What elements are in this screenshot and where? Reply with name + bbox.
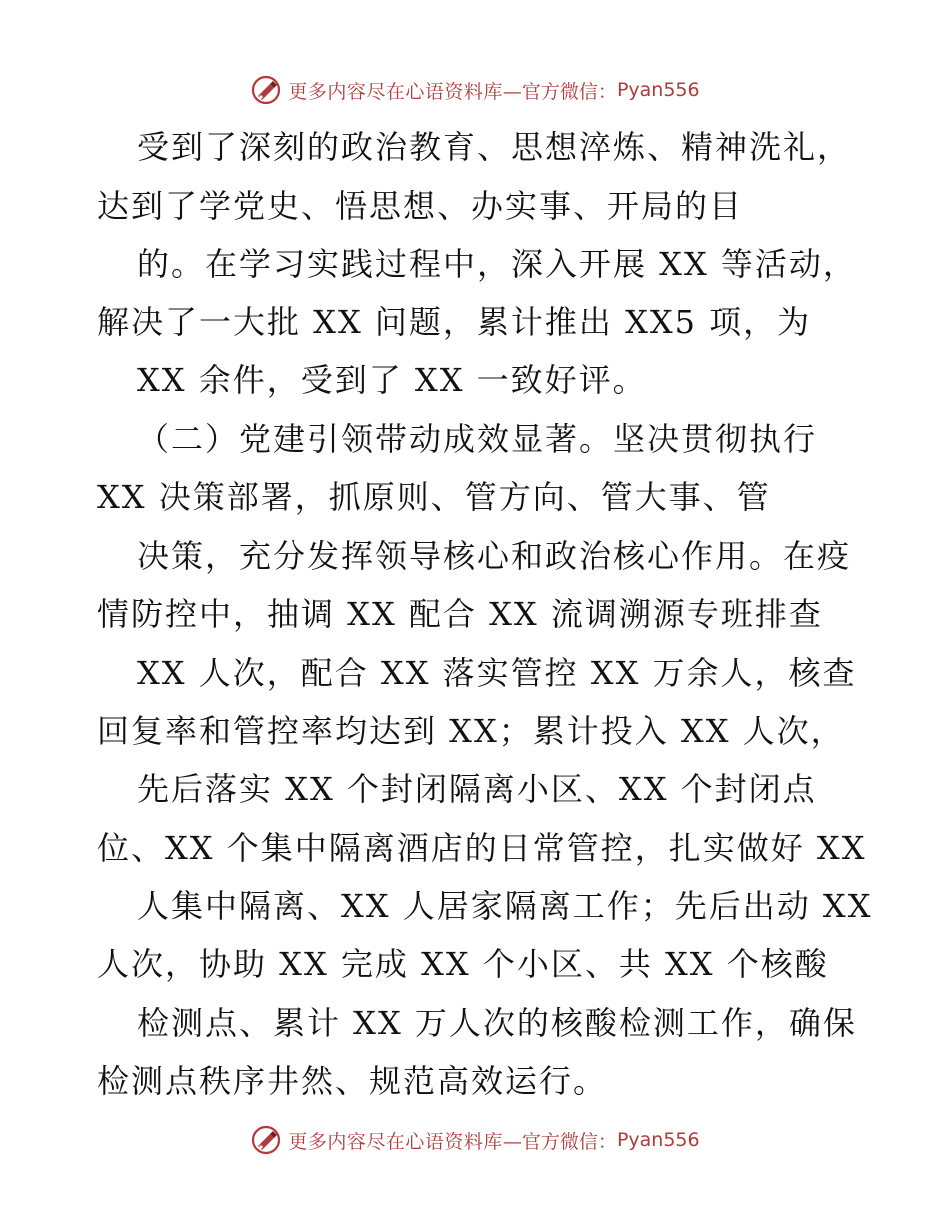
body-line: XX 余件，受到了 XX 一致好评。	[137, 361, 647, 399]
body-line: 回复率和管控率均达到 XX；累计投入 XX 人次，	[97, 712, 845, 750]
body-line: 决策，充分发挥领导核心和政治核心作用。在疫	[137, 537, 852, 575]
banner-text: 更多内容尽在心语资料库	[288, 80, 503, 103]
body-line: 人次，协助 XX 完成 XX 个小区、共 XX 个核酸	[97, 945, 829, 983]
body-line: 情防控中，抽调 XX 配合 XX 流调溯源专班排查	[97, 595, 823, 633]
body-line: 检测点、累计 XX 万人次的核酸检测工作，确保	[137, 1004, 857, 1042]
body-line: 先后落实 XX 个封闭隔离小区、XX 个封闭点	[137, 770, 817, 808]
body-line: 位、XX 个集中隔离酒店的日常管控，扎实做好 XX	[97, 829, 867, 867]
body-line: XX 决策部署，抓原则、管方向、管大事、管	[97, 478, 771, 516]
banner-text: 更多内容尽在心语资料库	[288, 1130, 503, 1153]
footer-banner	[0, 1120, 950, 1160]
pen-nib-logo-icon	[250, 74, 282, 106]
body-line: 达到了学党史、悟思想、办实事、开局的目	[97, 187, 744, 225]
body-line: 的。在学习实践过程中，深入开展 XX 等活动，	[137, 245, 857, 283]
banner-separator: —官方微信：	[502, 80, 617, 103]
wechat-id: Pyan556	[616, 1129, 700, 1151]
header-banner	[0, 70, 950, 110]
body-line: （二）党建引领带动成效显著。坚决贯彻执行	[137, 420, 818, 458]
body-line: 人集中隔离、XX 人居家隔离工作；先后出动 XX	[137, 887, 873, 925]
pen-nib-logo-icon	[250, 1124, 282, 1156]
wechat-id: Pyan556	[616, 79, 700, 101]
banner-separator: —官方微信：	[502, 1130, 617, 1153]
body-line: XX 人次，配合 XX 落实管控 XX 万余人，核查	[137, 654, 857, 692]
body-line: 解决了一大批 XX 问题，累计推出 XX5 项，为	[97, 303, 812, 341]
body-line: 受到了深刻的政治教育、思想淬炼、精神洗礼，	[137, 128, 852, 166]
body-line: 检测点秩序井然、规范高效运行。	[97, 1062, 608, 1100]
